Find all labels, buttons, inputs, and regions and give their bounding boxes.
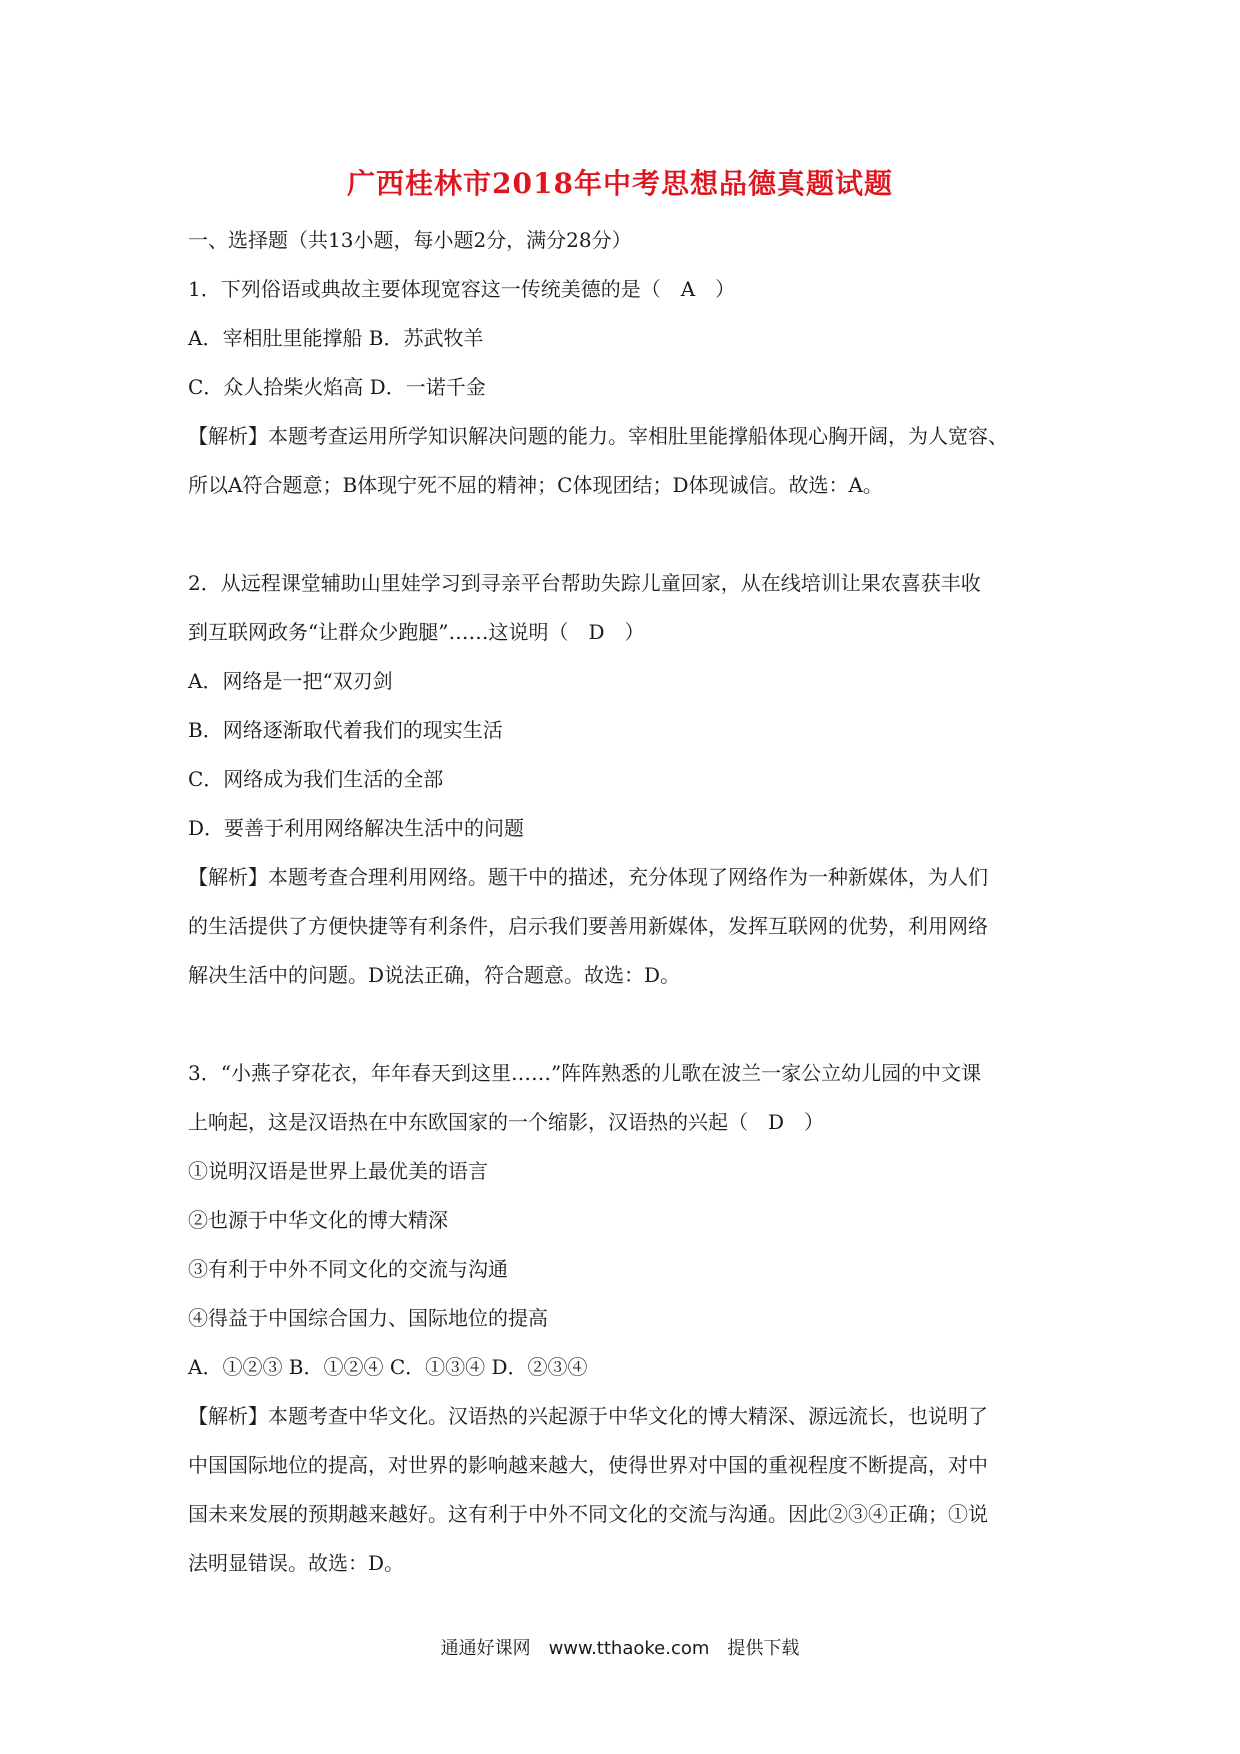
question-3-item-3: ③有利于中外不同文化的交流与沟通 — [188, 1257, 508, 1281]
question-3-analysis: 【解析】本题考查中华文化。汉语热的兴起源于中华文化的博大精深、源远流长，也说明了 — [188, 1404, 988, 1428]
page-title: 广西桂林市2018年中考思想品德真题试题 — [347, 167, 893, 200]
question-2-option-c: C．网络成为我们生活的全部 — [188, 767, 444, 791]
question-2-stem: 2．从远程课堂辅助山里娃学习到寻亲平台帮助失踪儿童回家，从在线培训让果农喜获丰收 — [188, 571, 981, 595]
question-3-analysis: 国未来发展的预期越来越好。这有利于中外不同文化的交流与沟通。因此②③④正确；①说 — [188, 1502, 988, 1526]
question-3-stem: 3．“小燕子穿花衣，年年春天到这里……”阵阵熟悉的儿歌在波兰一家公立幼儿园的中文课 — [188, 1061, 982, 1085]
question-2-option-d: D．要善于利用网络解决生活中的问题 — [188, 816, 525, 840]
question-3-item-4: ④得益于中国综合国力、国际地位的提高 — [188, 1306, 548, 1330]
question-3-item-2: ②也源于中华文化的博大精深 — [188, 1208, 448, 1232]
question-2-analysis: 解决生活中的问题。D说法正确，符合题意。故选：D。 — [188, 963, 681, 987]
question-1-options-cd: C．众人拾柴火焰高 D．一诺千金 — [188, 375, 486, 399]
footer-source: 通通好课网 www.tthaoke.com 提供下载 — [440, 1638, 800, 1659]
question-3-analysis: 中国国际地位的提高，对世界的影响越来越大，使得世界对中国的重视程度不断提高，对中 — [188, 1453, 988, 1477]
question-3-item-1: ①说明汉语是世界上最优美的语言 — [188, 1159, 488, 1183]
spacer — [188, 1012, 1068, 1061]
question-1-options-ab: A．宰相肚里能撑船 B．苏武牧羊 — [188, 326, 484, 350]
question-2-stem: 到互联网政务“让群众少跑腿”……这说明（ D ） — [188, 620, 645, 644]
question-1-analysis: 【解析】本题考查运用所学知识解决问题的能力。宰相肚里能撑船体现心胸开阔，为人宽容、 — [188, 424, 1008, 448]
question-1-stem: 1．下列俗语或典故主要体现宽容这一传统美德的是（ A ） — [188, 277, 736, 301]
question-3-stem: 上响起，这是汉语热在中东欧国家的一个缩影，汉语热的兴起（ D ） — [188, 1110, 825, 1134]
question-2-analysis: 的生活提供了方便快捷等有利条件，启示我们要善用新媒体，发挥互联网的优势，利用网络 — [188, 914, 988, 938]
question-3-options: A．①②③ B．①②④ C．①③④ D．②③④ — [188, 1355, 588, 1379]
question-2-option-b: B．网络逐渐取代着我们的现实生活 — [188, 718, 503, 742]
spacer — [188, 522, 1068, 571]
question-1-analysis: 所以A符合题意；B体现宁死不屈的精神；C体现团结；D体现诚信。故选：A。 — [188, 473, 883, 497]
section-heading: 一、选择题（共13小题，每小题2分，满分28分） — [188, 228, 632, 252]
question-2-option-a: A．网络是一把“双刃剑 — [188, 669, 393, 693]
question-2-analysis: 【解析】本题考查合理利用网络。题干中的描述，充分体现了网络作为一种新媒体，为人们 — [188, 865, 988, 889]
exam-content — [188, 228, 1068, 1600]
question-3-analysis: 法明显错误。故选：D。 — [188, 1551, 405, 1575]
